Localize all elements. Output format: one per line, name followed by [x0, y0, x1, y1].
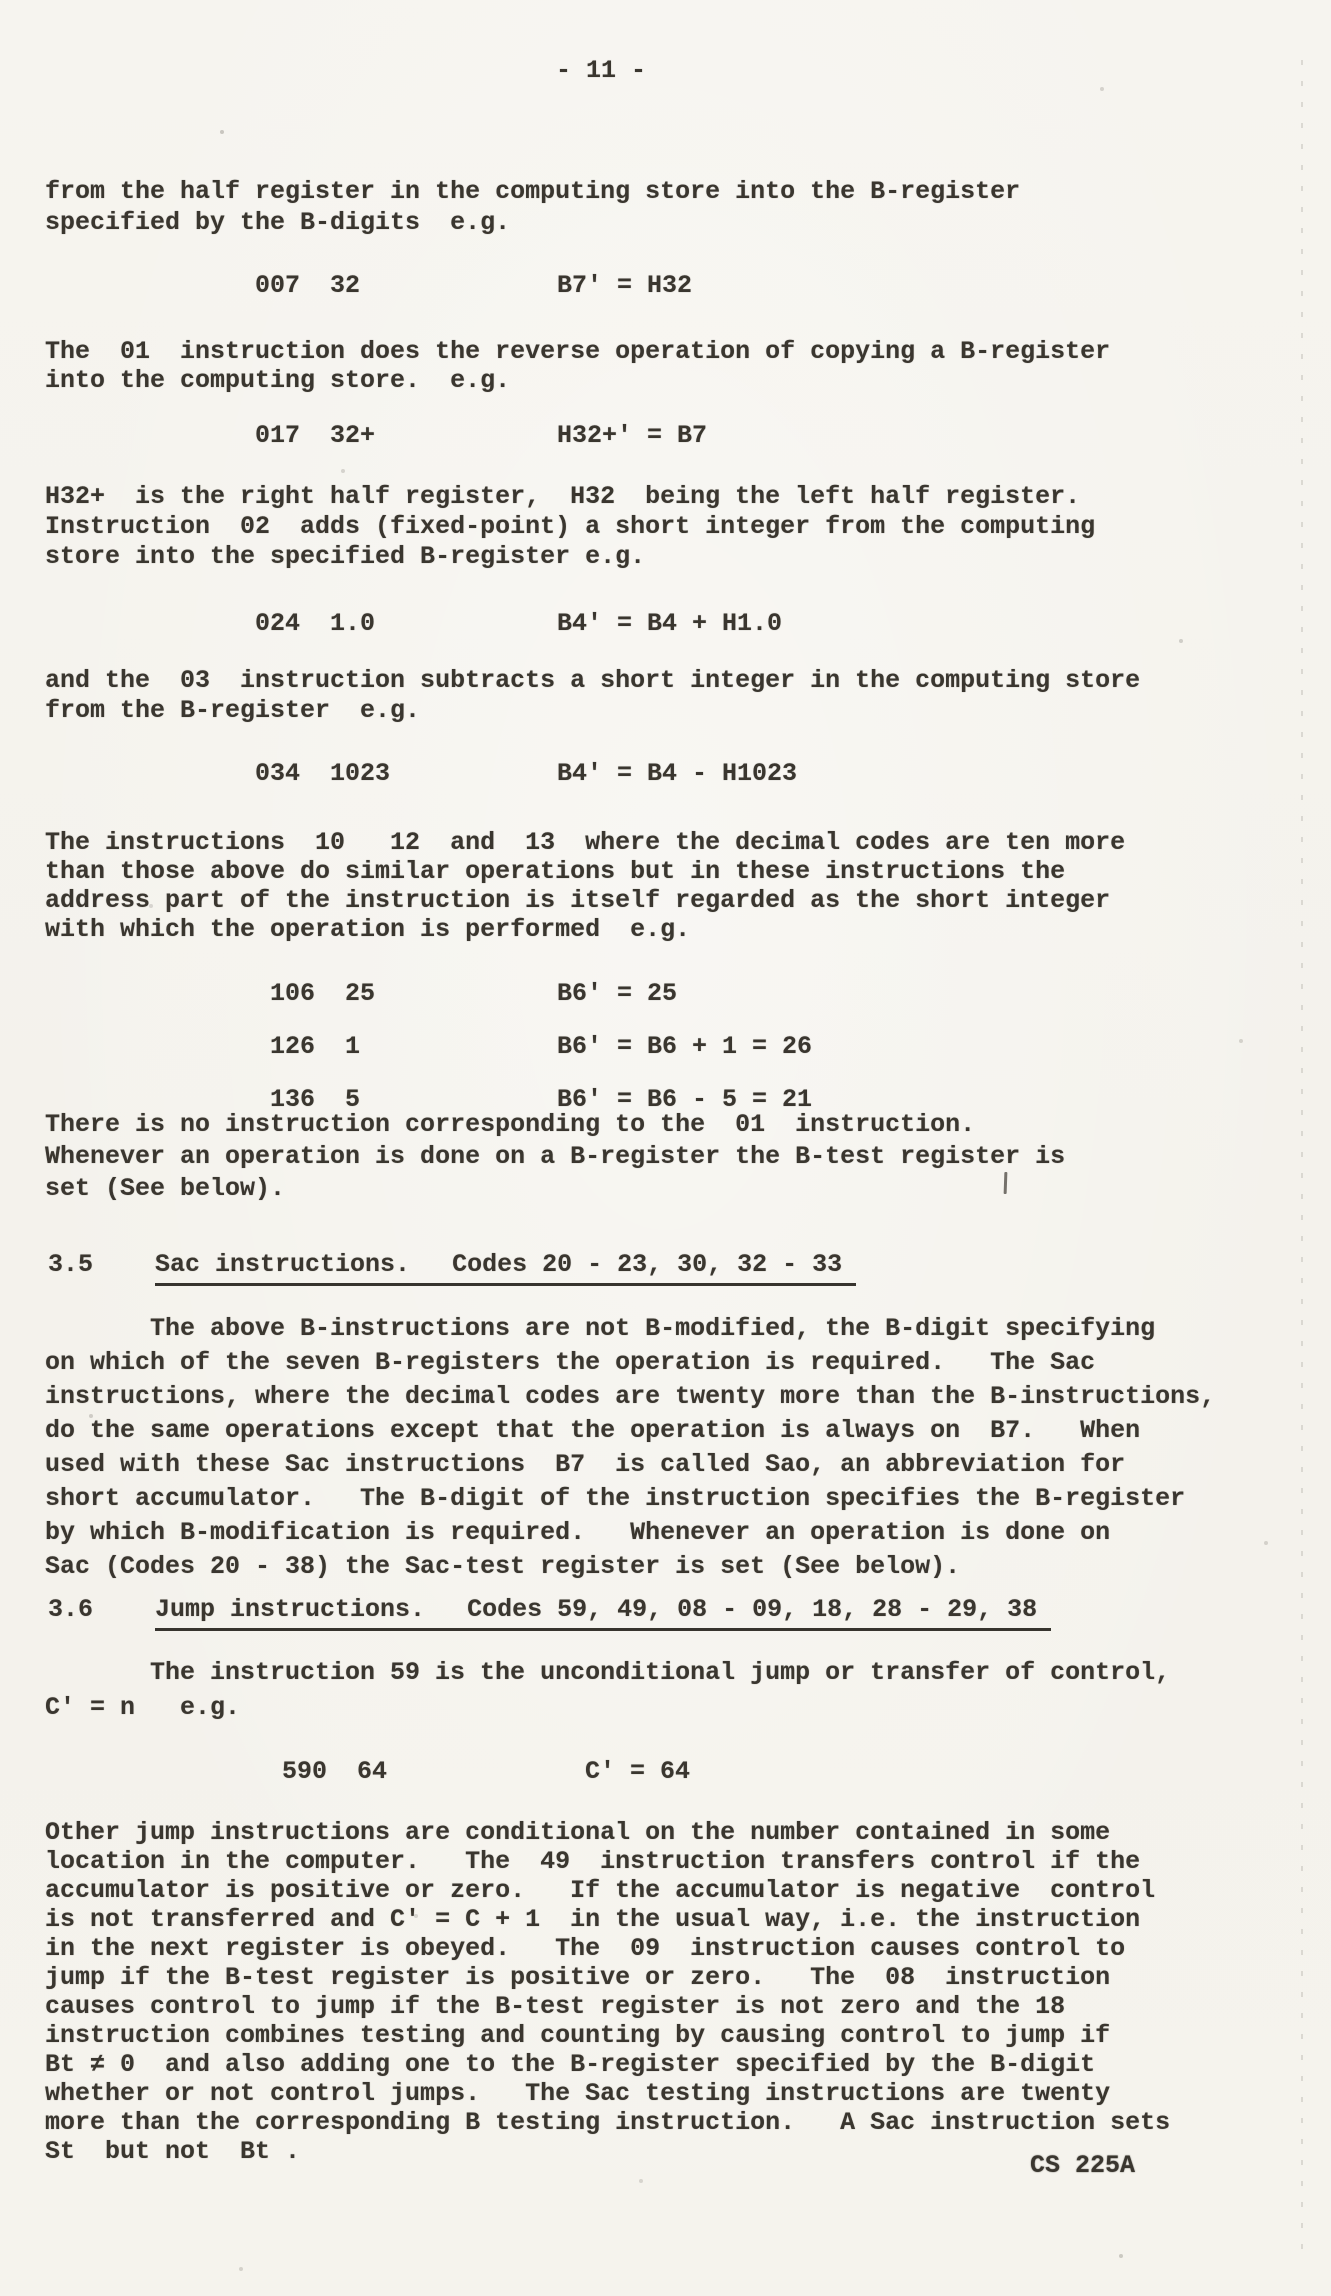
text-line: Sac (Codes 20 - 38) the Sac-test register is set (See below).: [45, 1552, 961, 1581]
example-code: 017 32+: [255, 421, 376, 450]
text-line: The above B-instructions are not B-modified, the B-digit specifying: [150, 1314, 1156, 1343]
document-reference: CS 225A: [1030, 2151, 1136, 2180]
paragraph: [45, 1109, 1065, 1205]
paragraph: [45, 666, 1140, 726]
example-formula: B6' = B6 + 1 = 26: [557, 1032, 813, 1061]
text-line: C' = n e.g.: [45, 1693, 241, 1722]
text-line: The instruction 59 is the unconditional jump or transfer of control,: [150, 1658, 1171, 1687]
example-row: [0, 271, 1331, 301]
text-line: from the B-register e.g.: [45, 696, 421, 725]
text-line: by which B-modification is required. Whenever an operation is done on: [45, 1518, 1111, 1547]
text-line: specified by the B-digits e.g.: [45, 208, 511, 237]
text-line: The 01 instruction does the reverse operation of copying a B-register: [45, 337, 1111, 366]
text-line: location in the computer. The 49 instruction transfers control if the: [45, 1847, 1141, 1876]
section-heading: [48, 1597, 1051, 1631]
paragraph: [45, 337, 1110, 395]
paragraph: [45, 176, 1020, 238]
text-line: instruction combines testing and counting by causing control to jump if: [45, 2021, 1111, 2050]
example-formula: B6' = B6 - 5 = 21: [557, 1085, 813, 1114]
section-title: Sac instructions.: [155, 1250, 411, 1279]
text-line: than those above do similar operations but in these instructions the: [45, 857, 1066, 886]
paragraph: [45, 1818, 1170, 2166]
example-code: 024 1.0: [255, 609, 376, 638]
text-line: on which of the seven B-registers the operation is required. The Sac: [45, 1348, 1096, 1377]
text-line: address part of the instruction is itself regarded as the short integer: [45, 886, 1111, 915]
text-line: causes control to jump if the B-test register is not zero and the 18: [45, 1992, 1066, 2021]
paragraph: [45, 1655, 1170, 1725]
section-heading: [48, 1252, 856, 1286]
text-line: store into the specified B-register e.g.: [45, 542, 646, 571]
text-line: do the same operations except that the operation is always on B7. When: [45, 1416, 1141, 1445]
text-line: short accumulator. The B-digit of the instruction specifies the B-register: [45, 1484, 1186, 1513]
text-line: into the computing store. e.g.: [45, 366, 511, 395]
scan-edge-artifact: [1301, 60, 1303, 2260]
example-row: [0, 979, 1331, 1009]
text-line: in the next register is obeyed. The 09 instruction causes control to: [45, 1934, 1126, 1963]
paragraph: [45, 1312, 1215, 1584]
text-line: H32+ is the right half register, H32 being the left half register.: [45, 482, 1081, 511]
example-code: 007 32: [255, 271, 361, 300]
text-line: accumulator is positive or zero. If the accumulator is negative control: [45, 1876, 1156, 1905]
example-formula: C' = 64: [585, 1757, 691, 1786]
text-line: Other jump instructions are conditional on the number contained in some: [45, 1818, 1111, 1847]
paragraph: [45, 482, 1095, 572]
text-line: with which the operation is performed e.g.: [45, 915, 691, 944]
text-line: more than the corresponding B testing instruction. A Sac instruction sets: [45, 2108, 1171, 2137]
paper-speckles: [0, 0, 2, 2]
example-formula: H32+' = B7: [557, 421, 708, 450]
text-line: from the half register in the computing store into the B-register: [45, 177, 1021, 206]
example-code: 126 1: [270, 1032, 361, 1061]
example-row: [0, 609, 1331, 639]
example-row: [0, 759, 1331, 789]
text-line: Bt ≠ 0 and also adding one to the B-register specified by the B-digit: [45, 2050, 1096, 2079]
example-code: 034 1023: [255, 759, 391, 788]
section-codes: Codes 20 - 23, 30, 32 - 33: [452, 1250, 843, 1279]
text-line: and the 03 instruction subtracts a short integer in the computing store: [45, 666, 1141, 695]
text-line: jump if the B-test register is positive or zero. The 08 instruction: [45, 1963, 1111, 1992]
example-row: [0, 1032, 1331, 1062]
text-line: used with these Sac instructions B7 is called Sao, an abbreviation for: [45, 1450, 1126, 1479]
text-line: Whenever an operation is done on a B-register the B-test register is: [45, 1142, 1066, 1171]
example-formula: B7' = H32: [557, 271, 693, 300]
example-code: 106 25: [270, 979, 376, 1008]
text-line: The instructions 10 12 and 13 where the decimal codes are ten more: [45, 828, 1126, 857]
text-line: St but not Bt .: [45, 2137, 301, 2166]
example-formula: B6' = 25: [557, 979, 678, 1008]
text-line: instructions, where the decimal codes are twenty more than the B-instructions,: [45, 1382, 1216, 1411]
section-title: Jump instructions.: [155, 1595, 426, 1624]
text-line: Instruction 02 adds (fixed-point) a short integer from the computing: [45, 512, 1096, 541]
example-code: 590 64: [282, 1757, 388, 1786]
paragraph: [45, 828, 1125, 944]
example-row: [0, 1757, 1331, 1787]
section-codes: Codes 59, 49, 08 - 09, 18, 28 - 29, 38: [467, 1595, 1038, 1624]
section-number: 3.5: [48, 1250, 94, 1279]
example-formula: B4' = B4 - H1023: [557, 759, 798, 788]
text-line: There is no instruction corresponding to the 01 instruction.: [45, 1110, 976, 1139]
page-number: - 11 -: [556, 56, 647, 85]
text-line: is not transferred and C' = C + 1 in the usual way, i.e. the instruction: [45, 1905, 1141, 1934]
example-formula: B4' = B4 + H1.0: [557, 609, 783, 638]
section-number: 3.6: [48, 1595, 94, 1624]
example-row: [0, 421, 1331, 451]
text-line: set (See below).: [45, 1174, 286, 1203]
text-line: whether or not control jumps. The Sac testing instructions are twenty: [45, 2079, 1111, 2108]
example-code: 136 5: [270, 1085, 361, 1114]
